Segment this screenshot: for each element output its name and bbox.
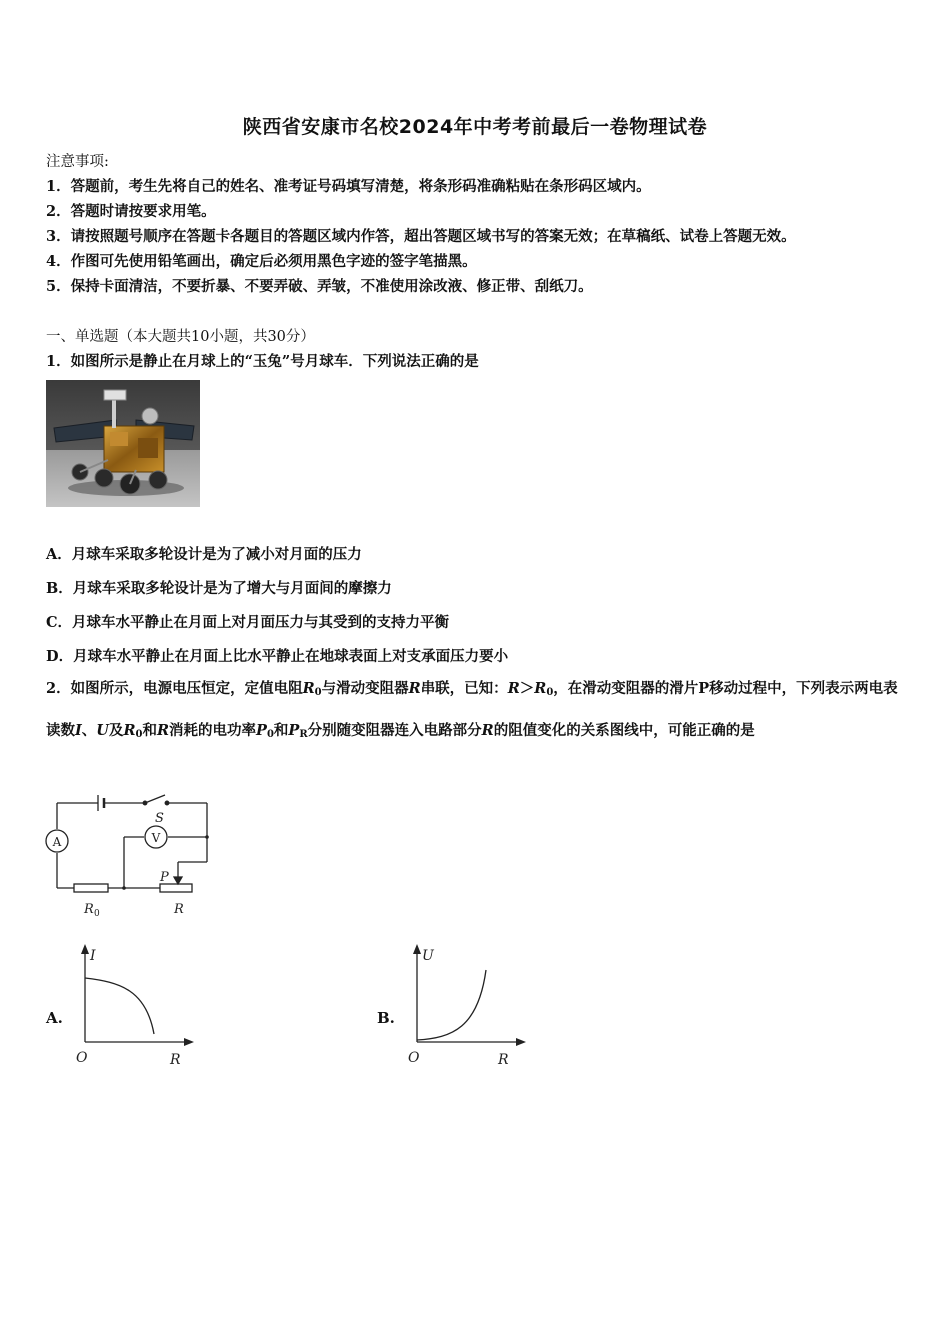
q2-subscript: 0 bbox=[135, 729, 143, 740]
q2-text: 的阻值变化的关系图线中，可能正确的是 bbox=[493, 722, 755, 739]
q2-text: 、 bbox=[81, 722, 97, 739]
switch-label: S bbox=[155, 811, 164, 826]
q2-symbol-pr: P bbox=[288, 722, 300, 739]
section-heading: 一、单选题（本大题共10小题，共30分） bbox=[46, 329, 315, 345]
q2-subscript: 0 bbox=[546, 687, 554, 698]
q2-option-a-label: A. bbox=[46, 1009, 63, 1027]
q2-symbol-r0: R bbox=[123, 722, 136, 739]
q2-symbol-r0: R bbox=[302, 680, 315, 697]
q2-symbol-r: R bbox=[507, 680, 520, 697]
r0-label-sub: 0 bbox=[94, 909, 100, 919]
q2-symbol-i: I bbox=[75, 722, 82, 739]
q2-subscript: 0 bbox=[314, 687, 322, 698]
note-item-5: 5．保持卡面清洁，不要折暴、不要弄破、弄皱，不准使用涂改液、修正带、刮纸刀。 bbox=[46, 278, 593, 295]
q2-symbol-r: R bbox=[408, 680, 421, 697]
q2-symbol-r: R bbox=[156, 722, 170, 739]
q2-text: 消耗的电功率 bbox=[169, 722, 257, 739]
q2-text: 2．如图所示，电源电压恒定，定值电阻 bbox=[46, 680, 303, 697]
graph-b-x-label: R bbox=[498, 1052, 509, 1068]
q2-text: 串联，已知： bbox=[420, 680, 508, 697]
ammeter-label: A bbox=[52, 835, 62, 849]
q2-symbol-r: R bbox=[481, 722, 494, 739]
note-item-1: 1．答题前，考生先将自己的姓名、准考证号码填写清楚，将条形码准确粘贴在条形码区域内。 bbox=[46, 178, 651, 195]
graph-a-origin: O bbox=[76, 1050, 88, 1066]
graph-b-y-label: U bbox=[422, 948, 434, 964]
q2-graph-b bbox=[402, 942, 532, 1074]
q2-text: 与滑动变阻器 bbox=[321, 680, 409, 697]
r-label: R bbox=[174, 902, 184, 917]
graph-a-y-label: I bbox=[90, 948, 96, 964]
q2-graph-a bbox=[70, 942, 200, 1074]
q2-subscript: 0 bbox=[266, 729, 274, 740]
q1-option-a: A．月球车采取多轮设计是为了减小对月面的压力 bbox=[46, 546, 362, 563]
q2-text: 和 bbox=[142, 722, 157, 739]
r0-label: R bbox=[84, 902, 94, 917]
page-title: 陕西省安康市名校2024年中考考前最后一卷物理试卷 bbox=[242, 116, 708, 138]
voltmeter-label: V bbox=[151, 831, 161, 845]
q2-subscript: R bbox=[299, 729, 308, 740]
q2-option-b-label: B. bbox=[377, 1009, 395, 1027]
note-item-3: 3．请按照题号顺序在答题卡各题目的答题区域内作答，超出答题区域书写的答案无效；在草稿纸、试卷上答题无效。 bbox=[46, 228, 796, 245]
q1-stem: 1．如图所示是静止在月球上的“玉兔”号月球车．下列说法正确的是 bbox=[46, 353, 479, 370]
note-item-2: 2．答题时请按要求用笔。 bbox=[46, 203, 216, 220]
q2-text: ，在滑动变阻器的滑片P移动过程中，下列表示两电表读数 bbox=[46, 680, 898, 739]
q2-symbol-p0: P bbox=[256, 722, 267, 739]
q2-text: 和 bbox=[273, 722, 289, 739]
q2-text: 及 bbox=[108, 722, 124, 739]
note-item-4: 4．作图可先使用铅笔画出，确定后必须用黑色字迹的签字笔描黑。 bbox=[46, 253, 477, 270]
q2-symbol-gt: ＞ bbox=[519, 680, 535, 697]
graph-a-x-label: R bbox=[170, 1052, 181, 1068]
q2-text: 分别随变阻器连入电路部分 bbox=[307, 722, 482, 739]
rover-photo bbox=[46, 380, 200, 507]
q2-symbol-u: U bbox=[96, 722, 109, 739]
graph-b-origin: O bbox=[408, 1050, 420, 1066]
notes-heading: 注意事项: bbox=[46, 154, 109, 170]
q1-option-d: D．月球车水平静止在月面上比水平静止在地球表面上对支承面压力要小 bbox=[46, 648, 509, 665]
q2-stem bbox=[46, 670, 908, 754]
circuit-diagram bbox=[40, 785, 220, 929]
slider-label: P bbox=[160, 870, 169, 885]
q1-option-b: B．月球车采取多轮设计是为了增大与月面间的摩擦力 bbox=[46, 580, 392, 597]
q1-option-c: C．月球车水平静止在月面上对月面压力与其受到的支持力平衡 bbox=[46, 614, 450, 631]
q2-symbol-r0: R bbox=[534, 680, 547, 697]
